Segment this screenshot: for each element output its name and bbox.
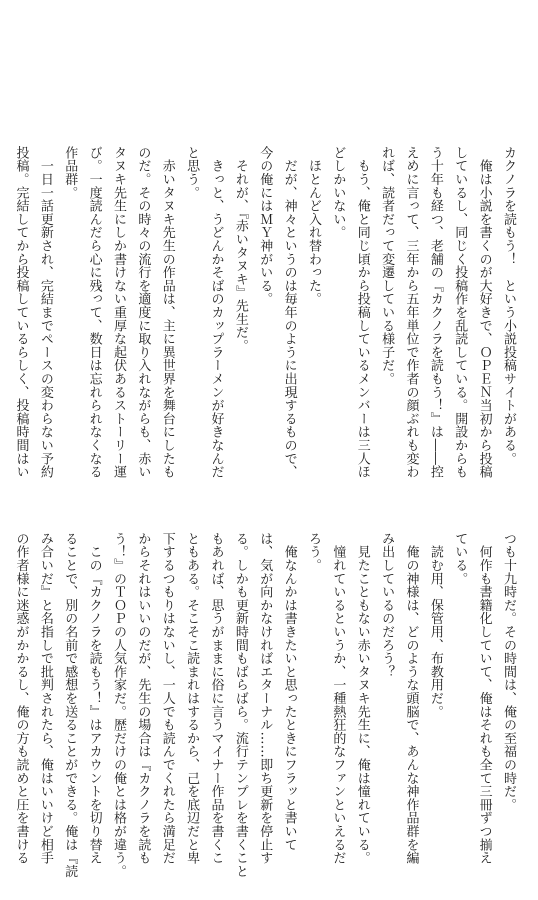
text-column: る。しかも更新時間もばらばら。流行テンプレを書くこと [232,532,248,878]
text-column: み合いだ』と名指しで批判されたら、俺はいいけど相手 [37,532,53,865]
text-column: び。一度読んだら心に残って、数日は忘れられなくなる [86,146,102,479]
text-column: タヌキ先生にしか書けない重厚な起伏あるストーリー運 [111,146,126,479]
text-column: ている。 [452,532,468,586]
text-column: 今の俺にはＭＹ神がいる。 [257,146,273,306]
text-column: 赤いタヌキ先生の作品は、主に異世界を舞台にしたも [159,146,175,479]
text-column: 作品群。 [62,146,78,200]
text-column: 見たこともない赤いタヌキ先生に、俺は憧れている。 [354,532,370,865]
text-column: 下するつもりはないし、一人でも読んでくれたら満足だ [159,532,175,865]
text-column: れば、読者だって変遷している様子だ。 [379,146,395,386]
text-block-bottom [8,532,520,892]
text-column: み出しているのだろう？ [379,532,395,679]
text-column: しているし、同じく投稿作を乱読している。開設からも [452,146,468,479]
text-column: は、気が向かなければエターナル……即ち更新を停止す [257,532,273,865]
text-column: もあれば、思うがままに俗に言うマイナー作品を書くこ [208,532,224,865]
text-column: う十年も経つ、老舗の『カクノラを読もう！』は――控 [427,146,443,479]
text-column: えめに言って、三年から五年単位で作者の顔ぶれも変わ [403,146,419,479]
text-column: カクノラを読もう！ という小説投稿サイトがある。 [501,146,516,466]
text-column: う！』のＴＯＰの人気作家だ。歴だけの俺とは格が違う。 [111,532,126,878]
text-column: 読む用、保管用、布教用だ。 [427,532,443,719]
text-column: 投稿。完結してから投稿しているらしく、投稿時間はい [13,146,29,479]
text-column: もう、俺と同じ頃から投稿しているメンバーは三人ほ [354,146,370,479]
text-column: 何作も書籍化していて、俺はそれも全て三冊ずつ揃え [476,532,492,865]
text-column: つも十九時だ。その時間は、俺の至福の時だ。 [501,532,516,812]
text-column: のだ。その時々の流行を適度に取り入れながらも、赤い [135,146,151,479]
text-column: 俺なんかは書きたいと思ったときにフラッと書いて [281,532,297,852]
text-column: ほとんど入れ替わった。 [306,146,321,306]
text-column: きっと、うどんかそばのカップラーメンが好きなんだ [208,146,224,479]
text-column: の作者様に迷惑がかかるし、俺の方も読めと圧を書ける [13,532,29,865]
text-column: 俺は小説を書くのが大好きで、ＯＰＥＮ当初から投稿 [476,146,492,479]
text-column: ることで、別の名前で感想を送ることができる。俺は『読 [62,532,78,878]
text-column: からそれはいいのだが、先生の場合は『カクノラを読も [135,532,151,865]
text-column: どしかいない。 [330,146,346,240]
text-column: と思う。 [184,146,200,200]
text-block-top [8,146,520,518]
text-column: それが、『赤いタヌキ』先生だ。 [232,146,248,353]
text-column: ろう。 [306,532,321,572]
text-column: だが、神々というのは毎年のように出現するもので、 [281,146,297,479]
text-column: 俺の神様は、どのような頭脳で、あんな神作品群を編 [403,532,419,865]
text-column: この『カクノラを読もう！』はアカウントを切り替え [86,532,102,865]
text-column: ともある。そこそこ読まれはするから、己を底辺だと卑 [184,532,200,865]
text-column: 憧れているというか、一種熱狂的なファンといえるだ [330,532,346,865]
text-column: 一日一話更新され、完結までペースの変わらない予約 [37,146,53,479]
